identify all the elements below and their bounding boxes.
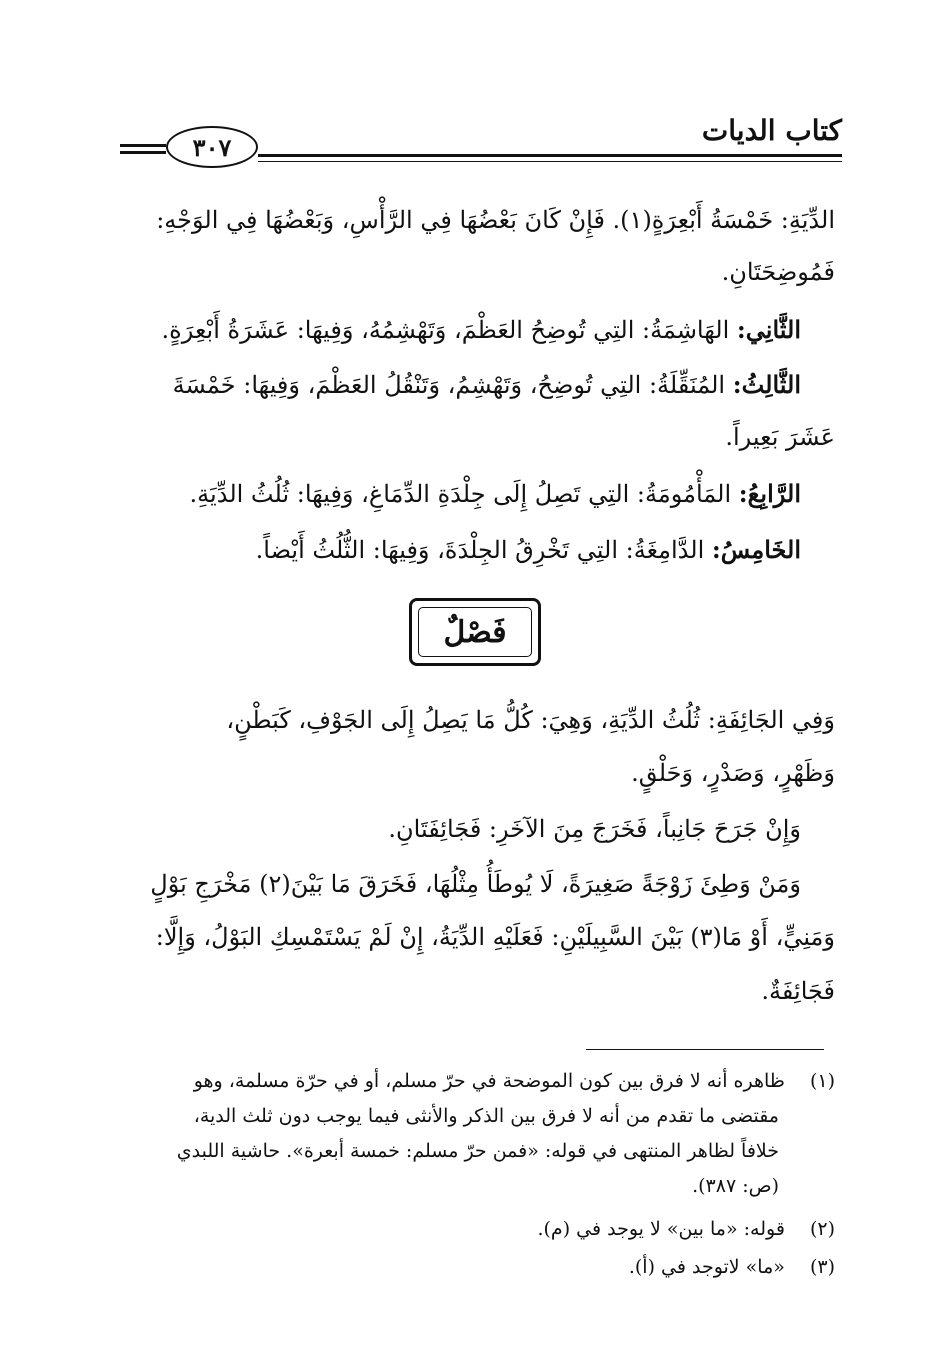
footnote-separator	[586, 1049, 824, 1050]
footnote-3-text: «ما» لاتوجد في (أ).	[628, 1256, 785, 1278]
item-text-third: المُنَقِّلَةُ: التِي تُوضِحُ، وَتَهْشِمُ، وَتَنْقُلُ العَظْمَ، وَفِيهَا: خَمْسَةَ	[172, 371, 733, 399]
item-label-second: الثَّانِي:	[736, 315, 801, 344]
item-text-fourth: المَأْمُومَةُ: التِي تَصِلُ إِلَى جِلْدَةِ الدِّمَاغِ، وَفِيهَا: ثُلُثُ الدِّيَةِ.	[189, 480, 739, 508]
body-line-11: وَمَنْ وَطِئَ زَوْجَةً صَغِيرَةً، لَا يُوطَأُ مِثْلُهَا، فَخَرَقَ مَا بَيْنَ(٢) مَخْرَجِ بَوْلٍ	[150, 870, 801, 898]
page-number: ٣٠٧	[166, 126, 258, 168]
body-line-2: فَمُوضِحَتَانِ.	[721, 258, 835, 286]
book-title: كتاب الديات	[701, 114, 842, 147]
footnote-number-1: (١)	[809, 1070, 835, 1092]
header-rule-short	[120, 144, 166, 147]
item-label-third: الثَّالِثُ:	[732, 370, 801, 399]
body-line-8: وَفِي الجَائِفَةِ: ثُلُثُ الدِّيَةِ، وَهِيَ: كُلُّ مَا يَصِلُ إِلَى الجَوْفِ، كَبَطْنٍ،	[226, 706, 835, 734]
header-rule-thin	[258, 161, 842, 162]
body-line-5: عَشَرَ بَعِيراً.	[725, 423, 835, 451]
body-line-10: وَإِنْ جَرَحَ جَانِباً، فَخَرَجَ مِنَ الآخَرِ: فَجَائِفَتَانِ.	[388, 815, 801, 843]
footnote-3	[629, 1253, 835, 1281]
section-heading-box	[409, 598, 541, 666]
header-rule	[258, 154, 842, 157]
body-line-4	[173, 368, 801, 402]
body-line-3	[162, 313, 801, 347]
footnote-number-3: (٣)	[809, 1256, 835, 1278]
footnote-number-2: (٢)	[809, 1218, 835, 1240]
page-header	[120, 112, 842, 172]
body-line-1: الدِّيَةِ: خَمْسَةُ أَبْعِرَةٍ(١). فَإِنْ كَانَ بَعْضُهَا فِي الرَّأْسِ، وَبَعْضُهَا فِي الوَجْهِ:	[156, 206, 835, 234]
section-heading: فَصْلٌ	[418, 607, 532, 657]
body-line-9: وَظَهْرٍ، وَصَدْرٍ، وَحَلْقٍ.	[631, 759, 835, 787]
item-label-fourth: الرَّابِعُ:	[738, 479, 801, 508]
footnote-1	[194, 1067, 835, 1095]
item-label-fifth: الخَامِسُ:	[711, 535, 801, 564]
item-text-fifth: الدَّامِغَةُ: التِي تَخْرِقُ الجِلْدَةَ، وَفِيهَا: الثُّلُثُ أَيْضاً.	[255, 536, 712, 564]
item-text-second: الهَاشِمَةُ: التِي تُوضِحُ العَظْمَ، وَتَهْشِمُهُ، وَفِيهَا: عَشَرَةُ أَبْعِرَةٍ.	[161, 316, 737, 344]
body-line-12: وَمَنِيٍّ، أَوْ مَا(٣) بَيْنَ السَّبِيلَيْنِ: فَعَلَيْهِ الدِّيَةُ، إِنْ لَمْ يَسْتَمْسِكِ البَوْلُ، وَإِلَّا:	[155, 923, 835, 951]
footnote-1-line-1: ظاهره أنه لا فرق بين كون الموضحة في حرّ مسلم، أو في حرّة مسلمة، وهو	[193, 1070, 785, 1092]
footnote-1-line-4: (ص: ٣٨٧).	[692, 1175, 779, 1197]
footnote-2-text: قوله: «ما بين» لا يوجد في (م).	[537, 1218, 785, 1240]
body-line-13: فَجَائِفَةٌ.	[761, 977, 835, 1005]
footnote-1-line-2: مقتضى ما تقدم من أنه لا فرق بين الذكر والأنثى فيما يوجب دون ثلث الدية،	[193, 1105, 779, 1127]
body-line-6	[190, 477, 801, 511]
footnote-1-line-3: خلافاً لظاهر المنتهى في قوله: «فمن حرّ مسلم: خمسة أبعرة». حاشية اللبدي	[176, 1140, 779, 1162]
header-rule-short-2	[120, 151, 166, 154]
footnote-2	[537, 1215, 835, 1243]
body-line-7	[256, 533, 801, 567]
